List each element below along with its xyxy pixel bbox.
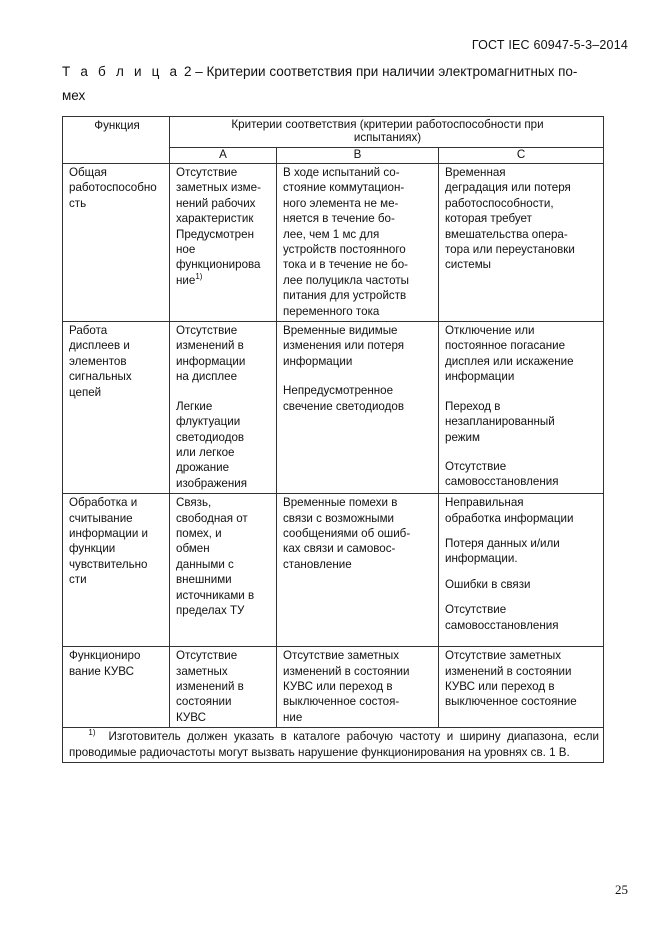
table-row <box>63 647 604 728</box>
row-criteria-a: Отсутствие заметных изме- нений рабочих характеристик Предусмотрен ное функционирова ние$^{1)}$ <box>170 164 277 322</box>
table-footnote <box>63 728 604 763</box>
footnote-row <box>63 728 604 763</box>
caption-text: – Критерии соответствия при наличии электромагнитных по- мех <box>62 64 578 103</box>
row-function: Функциониро вание КУВС <box>63 647 170 728</box>
footnote-ref: 1) <box>195 271 203 281</box>
row-criteria-a: Отсутствие изменений в информации на дисплее Легкие флуктуации светодиодов или легкое дрожание изображения <box>170 322 277 494</box>
criteria-table <box>62 116 604 763</box>
row-function: Общая работоспособно сть <box>63 164 170 322</box>
row-criteria-a: Связь, свободная от помех, и обмен данными с внешними источниками в пределах ТУ <box>170 494 277 647</box>
header-col-c: C <box>439 148 604 164</box>
table-header-row <box>63 117 604 148</box>
row-criteria-b: Временные помехи в связи с возможными сообщениями об ошиб- ках связи и самовос- становление <box>277 494 439 647</box>
table-caption <box>62 60 634 108</box>
page-number: 25 <box>615 882 628 897</box>
header-criteria: Критерии соответствия (критерии работоспособности при испытаниях) <box>170 117 604 148</box>
standard-header: ГОСТ IEC 60947-5-3–2014 <box>471 38 628 52</box>
header-col-a: A <box>170 148 277 164</box>
row-criteria-b: Отсутствие заметных изменений в состоянии КУВС или переход в выключенное состоя- ние <box>277 647 439 728</box>
row-criteria-b: В ходе испытаний со- стояние коммутацион- ного элемента не ме- няется в течение бо- лее, чем 1 мс для устройств постоянного тока и в течение не бо- лее полуцикла частоты питания для устройств переменного тока <box>277 164 439 322</box>
row-criteria-c: Неправильная обработка информации Потеря данных и/или информации. Ошибки в связи Отсутствие самовосстановления <box>439 494 604 647</box>
header-function: Функция <box>63 117 170 164</box>
header-col-b: B <box>277 148 439 164</box>
row-function: Обработка и считывание информации и функции чувствительно сти <box>63 494 170 647</box>
row-criteria-b: Временные видимые изменения или потеря информации Непредусмотренное свечение светодиодов <box>277 322 439 494</box>
footnote-text: Изготовитель должен указать в каталоге рабочую частоту и ширину диапазона, если проводимые радиочастоты могут вызвать нарушение функционирования на уровнях св. 1 В. <box>69 730 600 759</box>
row-criteria-c: Отключение или постоянное погасание дисплея или искажение информации Переход в незапланированный режим Отсутствие самовосстановления <box>439 322 604 494</box>
table-row <box>63 322 604 494</box>
table-row <box>63 164 604 322</box>
row-criteria-c: Отсутствие заметных изменений в состоянии КУВС или переход в выключенное состояние <box>439 647 604 728</box>
caption-number: 2 <box>184 64 192 79</box>
row-function: Работа дисплеев и элементов сигнальных цепей <box>63 322 170 494</box>
footnote-mark: 1) <box>88 728 96 738</box>
caption-label: Т а б л и ц а <box>62 64 181 79</box>
row-criteria-a: Отсутствие заметных изменений в состоянии КУВС <box>170 647 277 728</box>
row-criteria-c: Временная деградация или потеря работоспособности, которая требует вмешательства опера- тора или переустановки системы <box>439 164 604 322</box>
table-row <box>63 494 604 647</box>
